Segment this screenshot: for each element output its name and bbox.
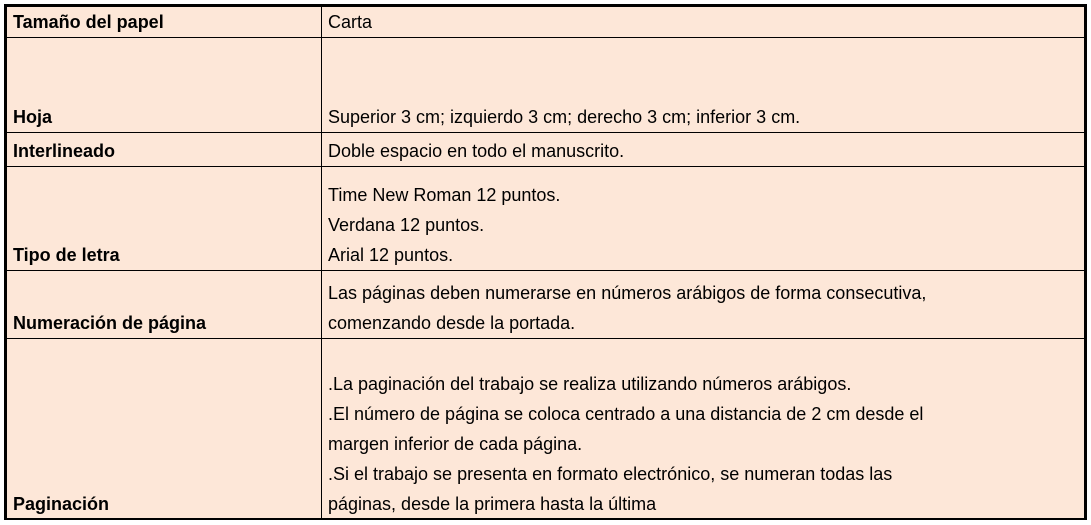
row-label: Hoja bbox=[7, 38, 322, 133]
row-label: Tamaño del papel bbox=[7, 7, 322, 38]
row-label: Numeración de página bbox=[7, 271, 322, 339]
value-line: Las páginas deben numerarse en números arábigos de forma consecutiva, bbox=[328, 283, 927, 303]
value-line: comenzando desde la portada. bbox=[328, 313, 576, 333]
table-row bbox=[7, 167, 1085, 271]
row-value bbox=[322, 7, 1085, 38]
value-line: Arial 12 puntos. bbox=[328, 245, 454, 265]
table-row bbox=[7, 271, 1085, 339]
table-row bbox=[7, 133, 1085, 167]
row-value bbox=[322, 167, 1085, 271]
row-value bbox=[322, 271, 1085, 339]
row-label: Paginación bbox=[7, 339, 322, 520]
value-line: .La paginación del trabajo se realiza utilizando números arábigos. bbox=[328, 374, 852, 394]
value-line: .El número de página se coloca centrado a una distancia de 2 cm desde el bbox=[328, 404, 924, 424]
value-line: Time New Roman 12 puntos. bbox=[328, 185, 561, 205]
row-value bbox=[322, 339, 1085, 520]
row-value bbox=[322, 38, 1085, 133]
table-row bbox=[7, 339, 1085, 520]
row-label: Tipo de letra bbox=[7, 167, 322, 271]
format-table-container bbox=[4, 4, 1087, 520]
value-line: Verdana 12 puntos. bbox=[328, 215, 485, 235]
row-label: Interlineado bbox=[7, 133, 322, 167]
table-row bbox=[7, 7, 1085, 38]
value-line: Carta bbox=[328, 12, 373, 32]
value-line: Doble espacio en todo el manuscrito. bbox=[328, 141, 625, 161]
value-line: Superior 3 cm; izquierdo 3 cm; derecho 3 cm; inferior 3 cm. bbox=[328, 107, 801, 127]
table-row bbox=[7, 38, 1085, 133]
value-line: margen inferior de cada página. bbox=[328, 434, 583, 454]
value-line: páginas, desde la primera hasta la última bbox=[328, 494, 657, 514]
format-spec-table bbox=[6, 6, 1085, 520]
value-line: .Si el trabajo se presenta en formato electrónico, se numeran todas las bbox=[328, 464, 893, 484]
row-value bbox=[322, 133, 1085, 167]
